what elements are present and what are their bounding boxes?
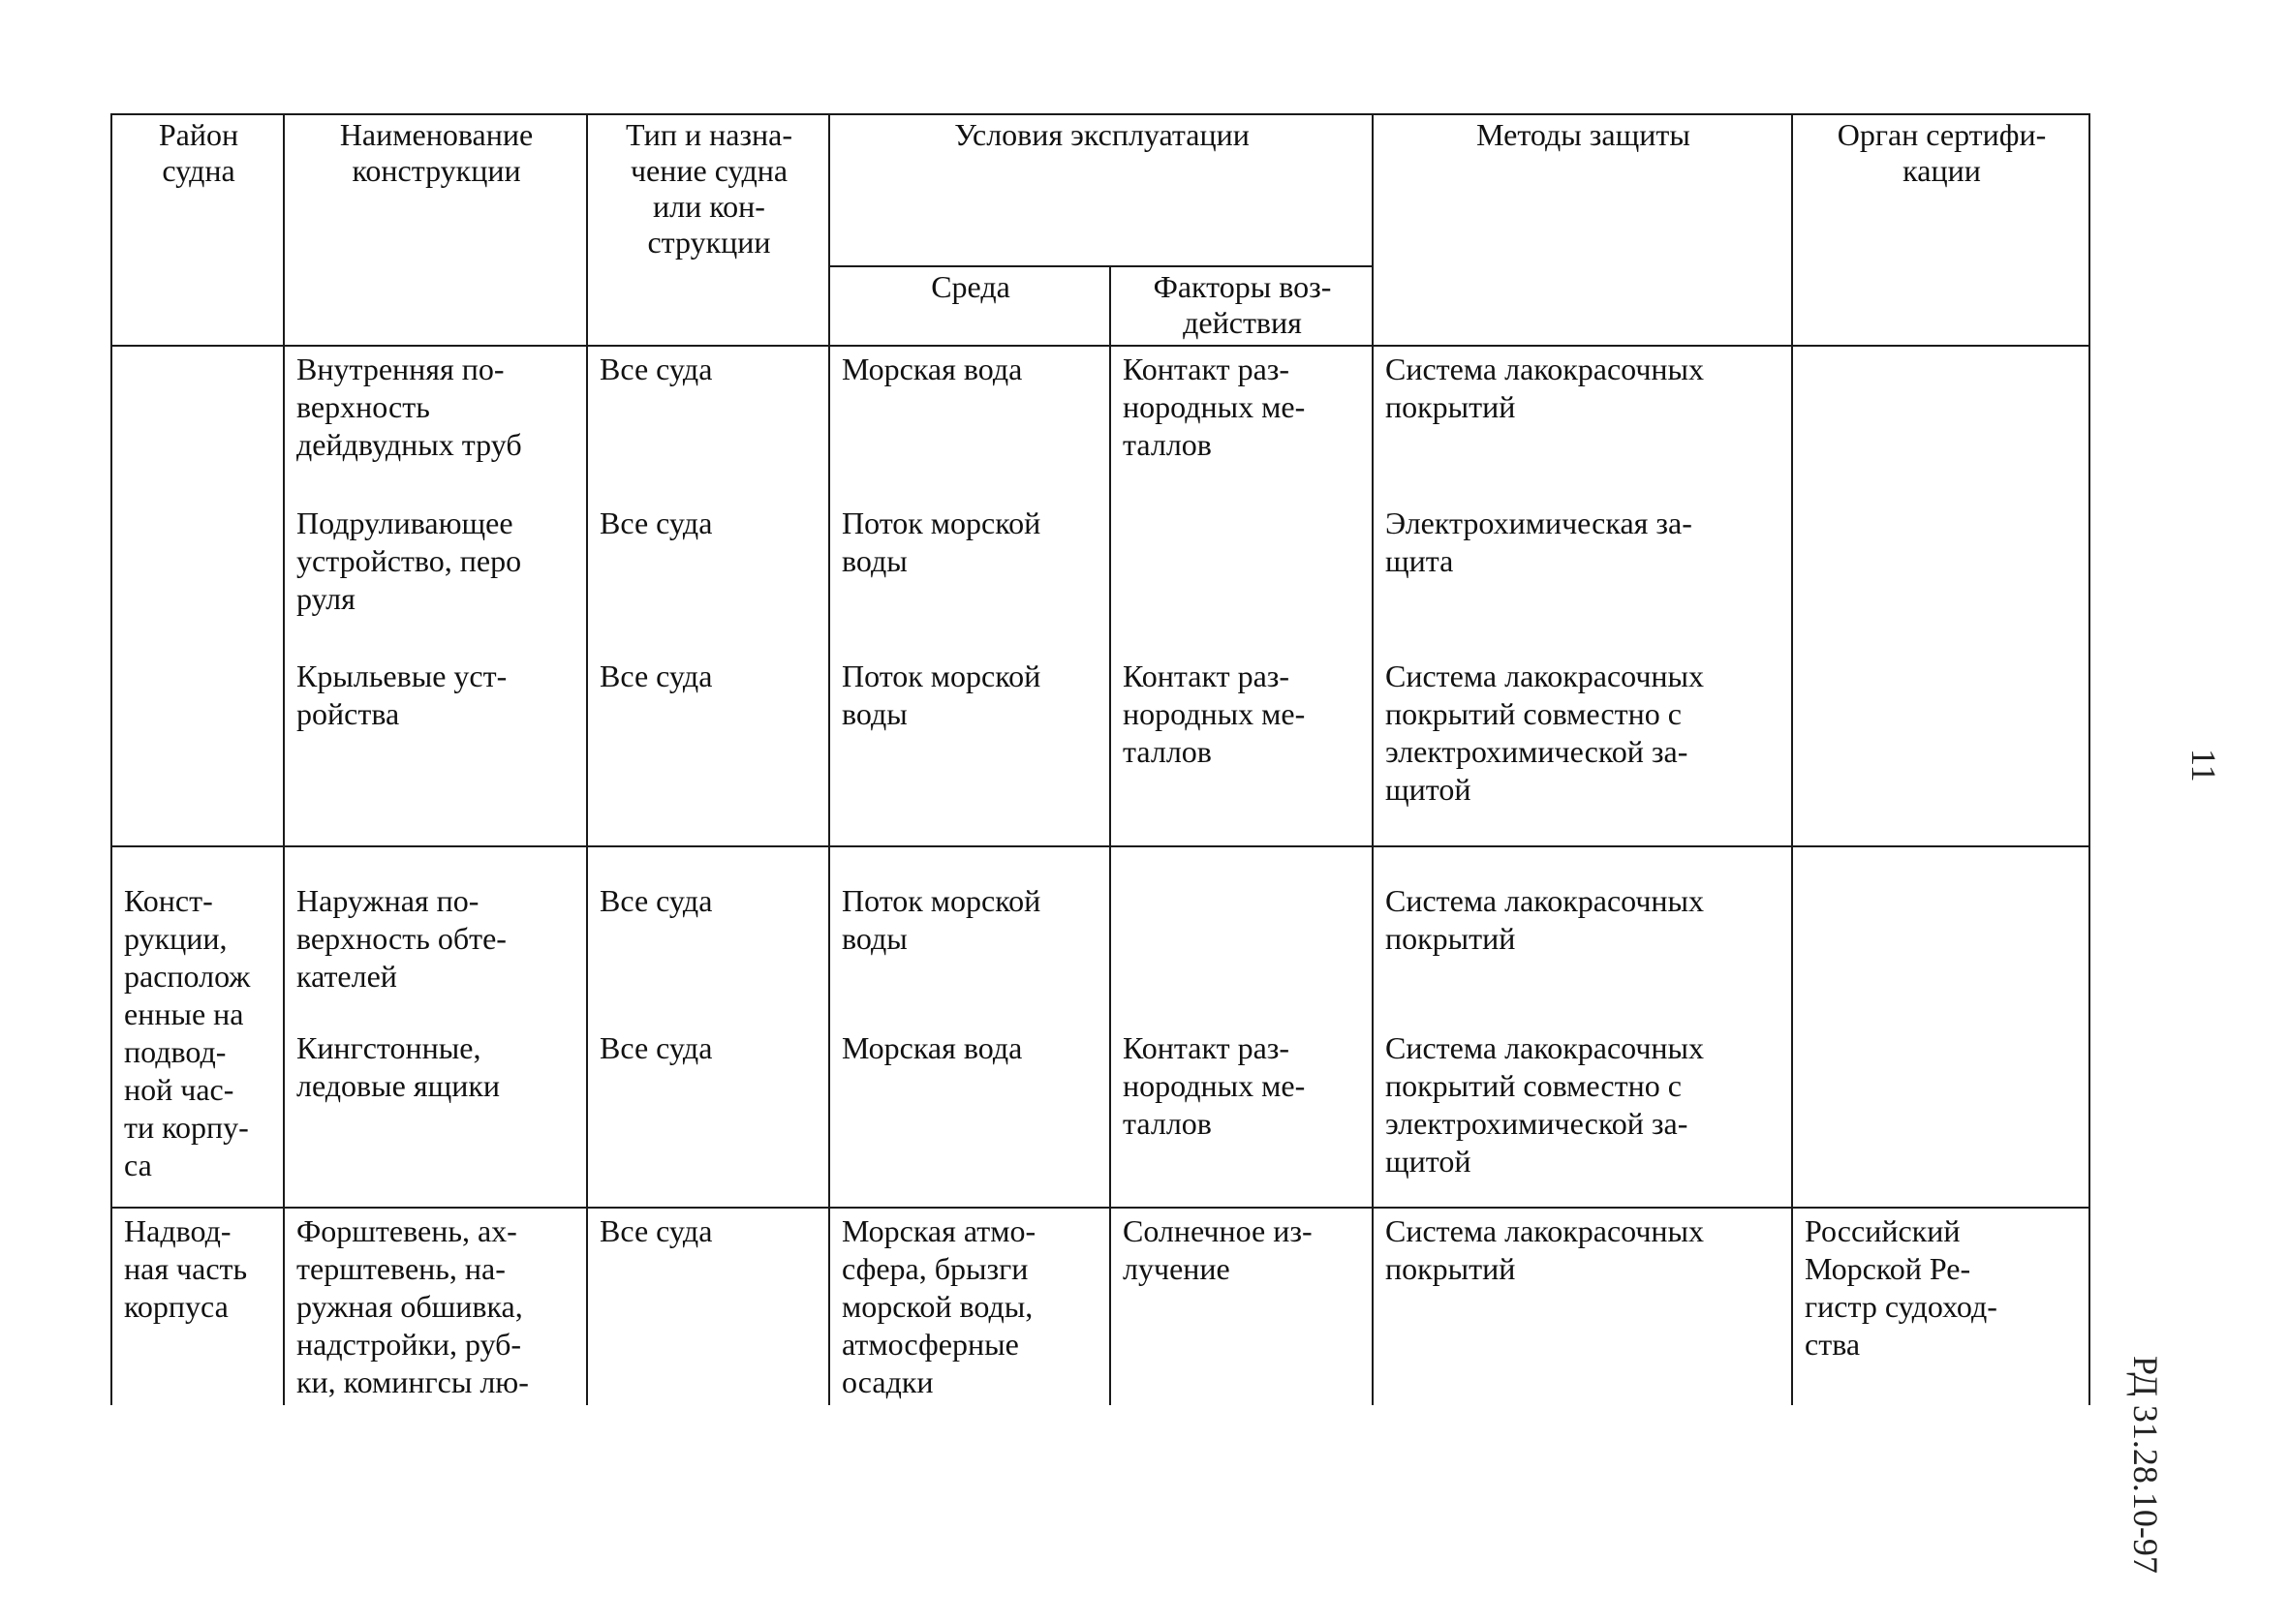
structure-cell: Подруливающее устройство, перо руля — [284, 501, 587, 654]
methods-cell: Система лакокрасочных покрытий — [1373, 846, 1792, 1026]
ship-type-cell: Все суда — [587, 501, 829, 654]
region-cell — [111, 346, 284, 845]
header-protection-methods: Методы защиты — [1373, 114, 1792, 346]
ship-type-cell: Все суда — [587, 1026, 829, 1208]
header-ship-region: Район судна — [111, 114, 284, 346]
certification-cell — [1792, 346, 2089, 845]
structure-cell: Крыльевые уст- ройства — [284, 654, 587, 846]
header-structure-name: Наименование конструкции — [284, 114, 587, 346]
ship-type-cell: Все суда — [587, 1208, 829, 1405]
factors-cell: Контакт раз- нородных ме- таллов — [1110, 346, 1373, 501]
table-row — [111, 1208, 2089, 1405]
header-operating-conditions: Условия эксплуатации — [829, 114, 1373, 266]
protection-methods-table — [110, 113, 2090, 1405]
certification-cell: Российский Морской Ре- гистр судоход- ства — [1792, 1208, 2089, 1405]
environment-cell: Морская вода — [829, 346, 1110, 501]
structure-cell: Внутренняя по- верхность дейдвудных труб — [284, 346, 587, 501]
factors-cell: Контакт раз- нородных ме- таллов — [1110, 1026, 1373, 1208]
environment-cell: Поток морской воды — [829, 654, 1110, 846]
header-impact-factors: Факторы воз- действия — [1110, 266, 1373, 346]
header-ship-type: Тип и назна- чение судна или кон- струкции — [587, 114, 829, 346]
factors-cell: Контакт раз- нородных ме- таллов — [1110, 654, 1373, 846]
environment-cell: Морская вода — [829, 1026, 1110, 1208]
methods-cell: Система лакокрасочных покрытий — [1373, 346, 1792, 501]
structure-cell: Наружная по- верхность обте- кателей — [284, 846, 587, 1026]
region-cell: Надвод- ная часть корпуса — [111, 1208, 284, 1405]
region-cell: Конст- рукции, располож енные на подвод- ной час- ти корпу- са — [111, 846, 284, 1209]
certification-cell — [1792, 846, 2089, 1209]
structure-cell: Кингстонные, ледовые ящики — [284, 1026, 587, 1208]
methods-cell: Электрохимическая за- щита — [1373, 501, 1792, 654]
environment-cell: Морская атмо- сфера, брызги морской воды, атмосферные осадки — [829, 1208, 1110, 1405]
factors-cell: Солнечное из- лучение — [1110, 1208, 1373, 1405]
page-number: 11 — [2184, 749, 2223, 782]
ship-type-cell: Все суда — [587, 846, 829, 1026]
table-row — [111, 346, 2089, 501]
structure-cell: Форштевень, ах- терштевень, на- ружная обшивка, надстройки, руб- ки, комингсы лю- — [284, 1208, 587, 1405]
methods-cell: Система лакокрасочных покрытий совместно с электрохимической за- щитой — [1373, 1026, 1792, 1208]
table-row — [111, 846, 2089, 1026]
ship-type-cell: Все суда — [587, 346, 829, 501]
methods-cell: Система лакокрасочных покрытий совместно с электрохимической за- щитой — [1373, 654, 1792, 846]
environment-cell: Поток морской воды — [829, 846, 1110, 1026]
environment-cell: Поток морской воды — [829, 501, 1110, 654]
ship-type-cell: Все суда — [587, 654, 829, 846]
factors-cell — [1110, 846, 1373, 1026]
header-environment: Среда — [829, 266, 1110, 346]
header-certification-body: Орган сертифи- кации — [1792, 114, 2089, 346]
factors-cell — [1110, 501, 1373, 654]
methods-cell: Система лакокрасочных покрытий — [1373, 1208, 1792, 1405]
document-code: РД 31.28.10-97 — [2126, 1356, 2165, 1574]
